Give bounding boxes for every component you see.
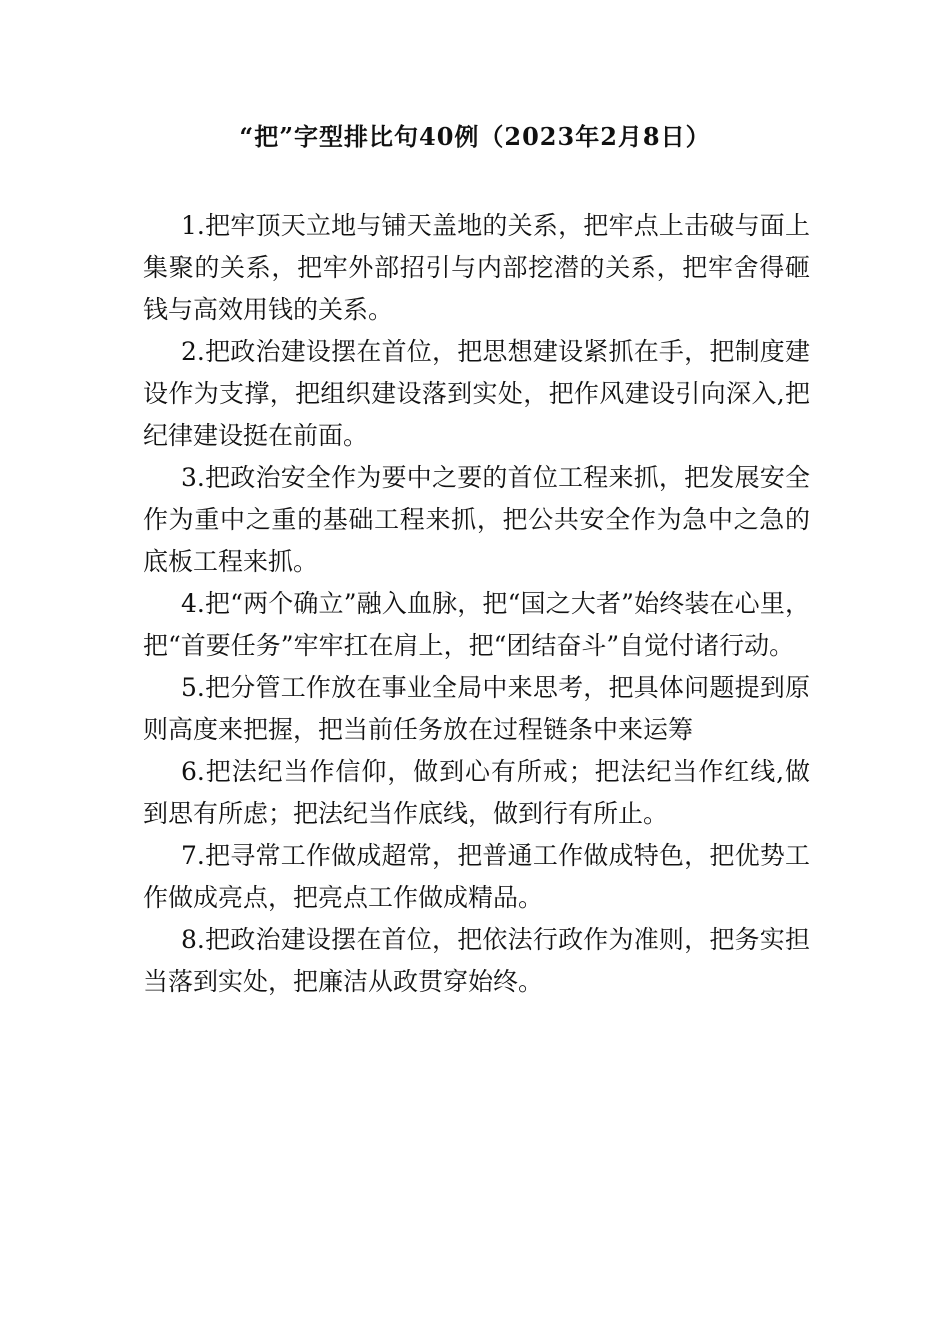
document-body: [143, 205, 810, 1003]
document-title: “把”字型排比句40例（2023年2月8日）: [239, 122, 711, 151]
paragraph-4: 4.把“两个确立”融入血脉，把“国之大者”始终装在心里，把“首要任务”牢牢扛在肩上，把“团结奋斗”自觉付诸行动。: [143, 589, 810, 660]
paragraph-2: 2.把政治建设摆在首位，把思想建设紧抓在手，把制度建设作为支撑，把组织建设落到实处，把作风建设引向深入,把纪律建设挺在前面。: [143, 337, 810, 450]
paragraph-6: 6.把法纪当作信仰，做到心有所戒；把法纪当作红线,做到思有所虑；把法纪当作底线，做到行有所止。: [143, 757, 810, 828]
paragraph-1: 1.把牢顶天立地与铺天盖地的关系，把牢点上击破与面上集聚的关系，把牢外部招引与内部挖潜的关系，把牢舍得砸钱与高效用钱的关系。: [143, 211, 810, 324]
paragraph-3: 3.把政治安全作为要中之要的首位工程来抓，把发展安全作为重中之重的基础工程来抓，把公共安全作为急中之急的底板工程来抓。: [143, 463, 810, 576]
paragraph-7: 7.把寻常工作做成超常，把普通工作做成特色，把优势工作做成亮点，把亮点工作做成精品。: [143, 841, 810, 912]
paragraph-5: 5.把分管工作放在事业全局中来思考，把具体问题提到原则高度来把握，把当前任务放在过程链条中来运筹: [143, 673, 810, 744]
paragraph-8: 8.把政治建设摆在首位，把依法行政作为准则，把务实担当落到实处，把廉洁从政贯穿始终。: [143, 925, 810, 996]
